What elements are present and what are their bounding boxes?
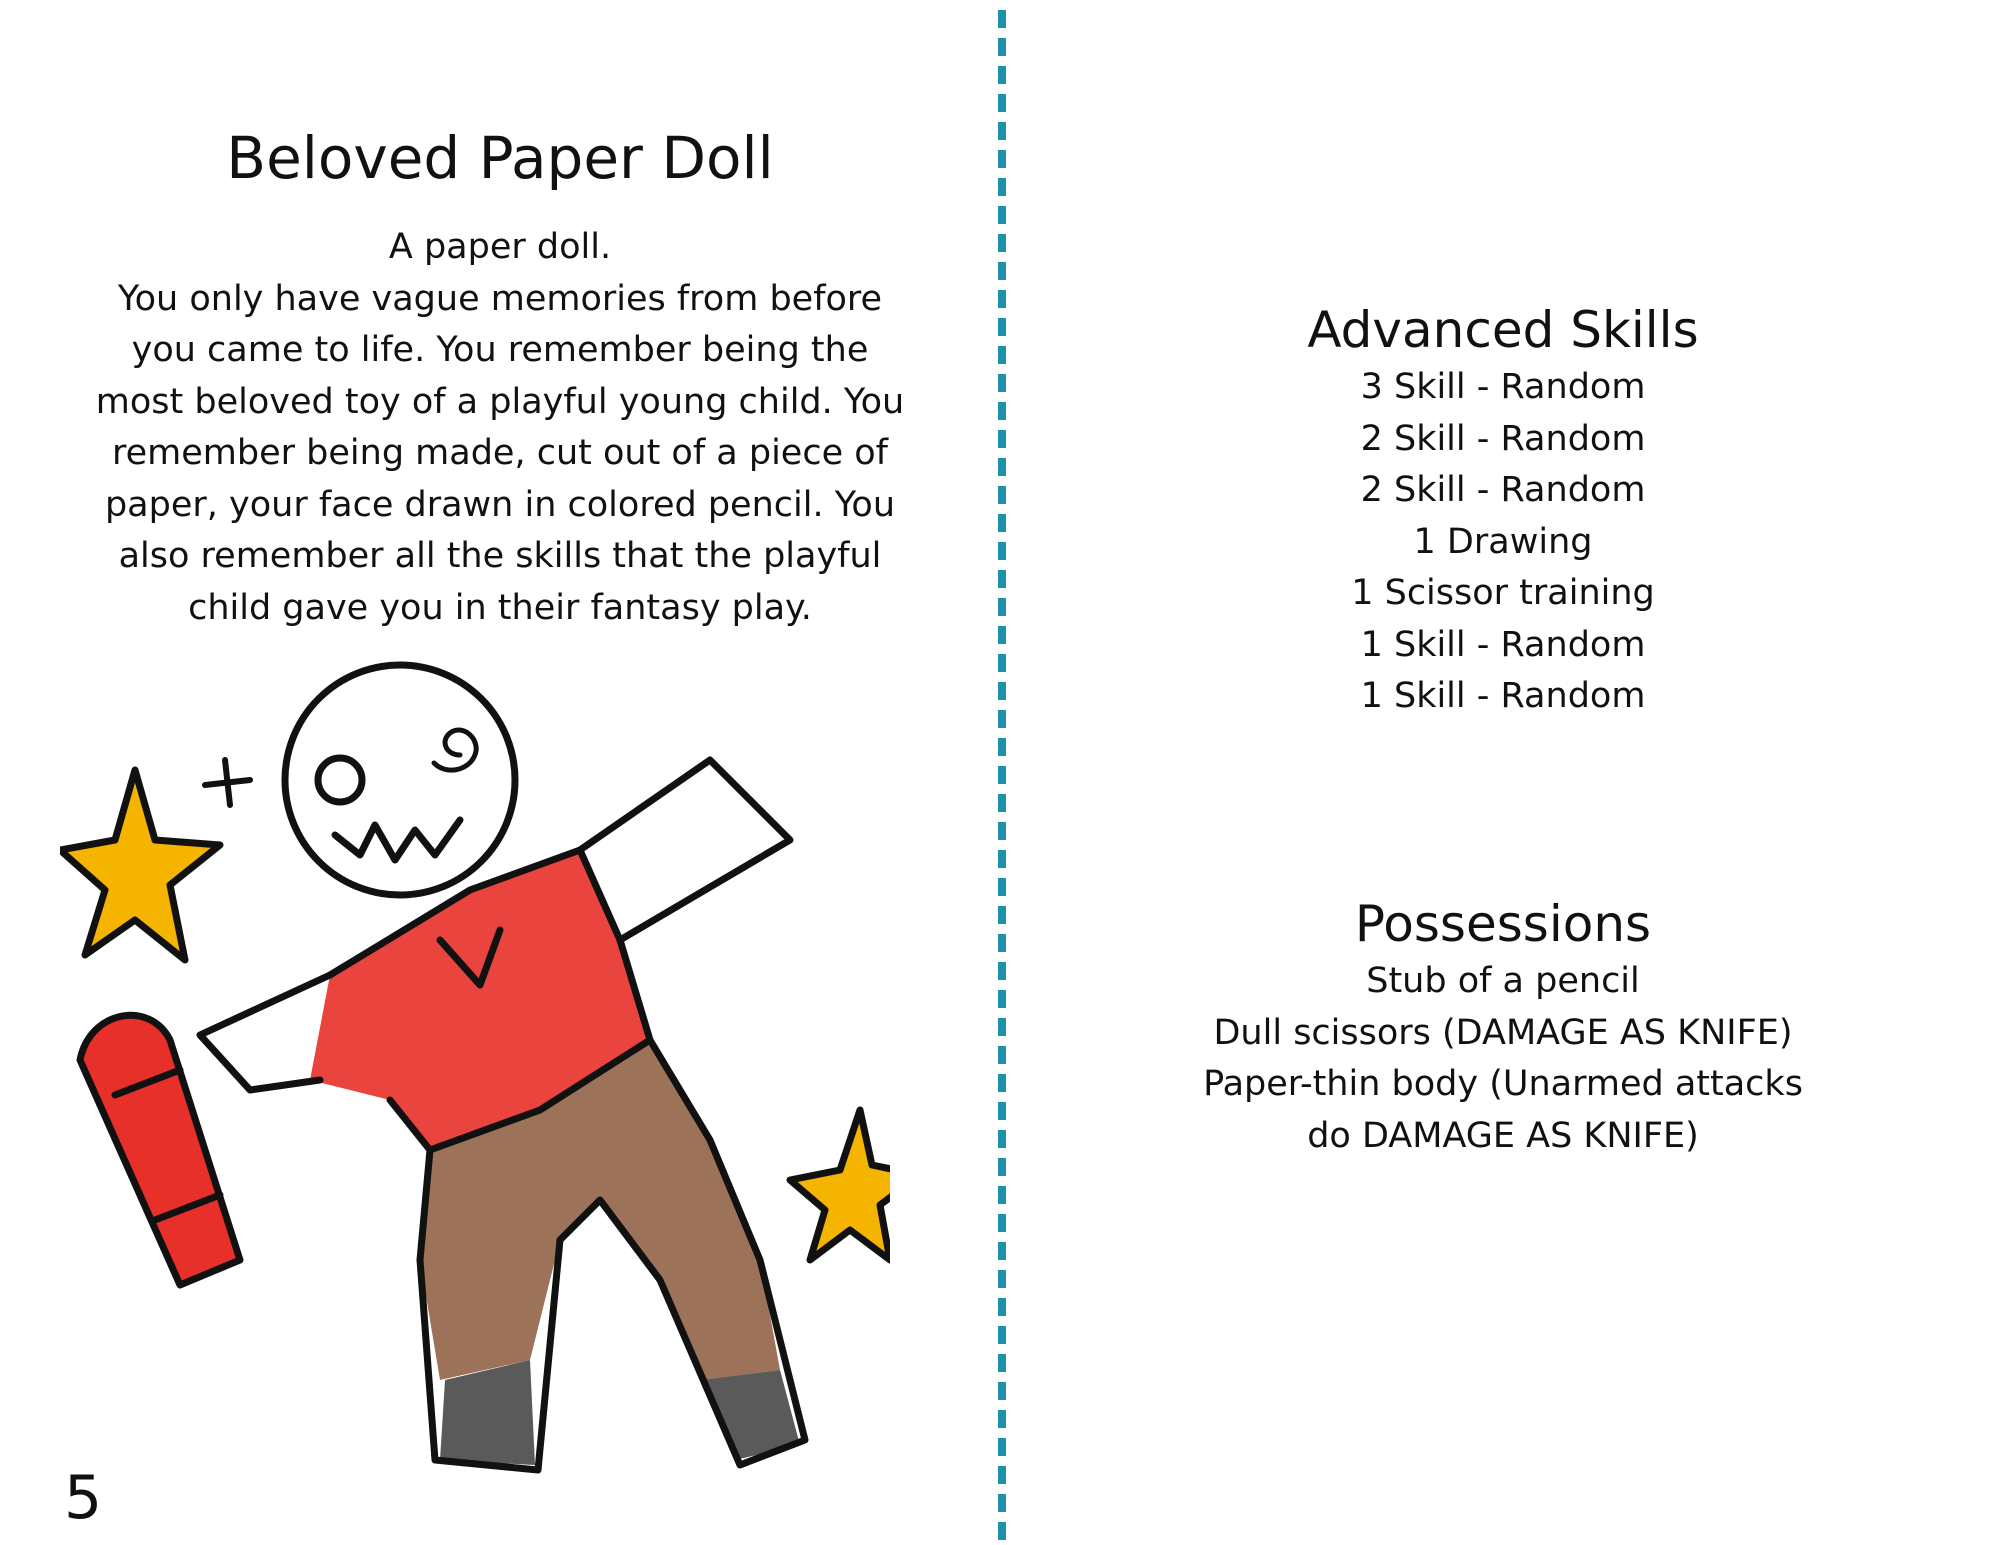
page-number: 5 — [64, 1463, 103, 1533]
skill-item: 2 Skill - Random — [1360, 418, 1646, 459]
sparkle — [205, 760, 250, 805]
star-right — [790, 1110, 890, 1260]
skill-item: 1 Skill - Random — [1360, 676, 1646, 716]
description-line: you came to life. You remember being the — [131, 330, 869, 370]
advanced-skills-section — [1006, 298, 2000, 723]
card-description — [85, 222, 915, 634]
description-line: You only have vague memories from before — [117, 278, 883, 319]
left-arm — [200, 975, 330, 1090]
possessions-heading: Possessions — [1354, 895, 1652, 953]
possessions-section — [1006, 892, 2000, 1162]
star-left — [60, 770, 220, 960]
right-page — [1006, 0, 2000, 1545]
description-line: A paper doll. — [388, 227, 612, 267]
possession-item: Stub of a pencil — [1366, 961, 1640, 1001]
page-divider — [998, 10, 1006, 1545]
description-line: child gave you in their fantasy play. — [188, 587, 812, 628]
description-line: remember being made, cut out of a piece of — [112, 433, 888, 473]
skill-item: 3 Skill - Random — [1360, 367, 1646, 407]
skill-item: 1 Skill - Random — [1360, 624, 1646, 665]
paper-doll-illustration — [60, 640, 890, 1520]
skill-item: 1 Drawing — [1413, 521, 1593, 562]
description-line: also remember all the skills that the playful — [118, 536, 882, 576]
possessions-list — [1006, 956, 2000, 1162]
description-line: paper, your face drawn in colored pencil. You — [104, 484, 896, 525]
skill-item: 1 Scissor training — [1351, 573, 1655, 613]
possession-item: Dull scissors (DAMAGE AS KNIFE) — [1213, 1012, 1793, 1053]
skill-item: 2 Skill - Random — [1360, 470, 1646, 510]
advanced-skills-heading: Advanced Skills — [1307, 301, 1699, 359]
advanced-skills-list — [1006, 362, 2000, 723]
possession-item: Paper-thin body (Unarmed attacks do DAMAGE AS KNIFE) — [1203, 1064, 1803, 1156]
card-title: Beloved Paper Doll — [226, 124, 774, 192]
description-line: most beloved toy of a playful young child. You — [95, 381, 905, 422]
